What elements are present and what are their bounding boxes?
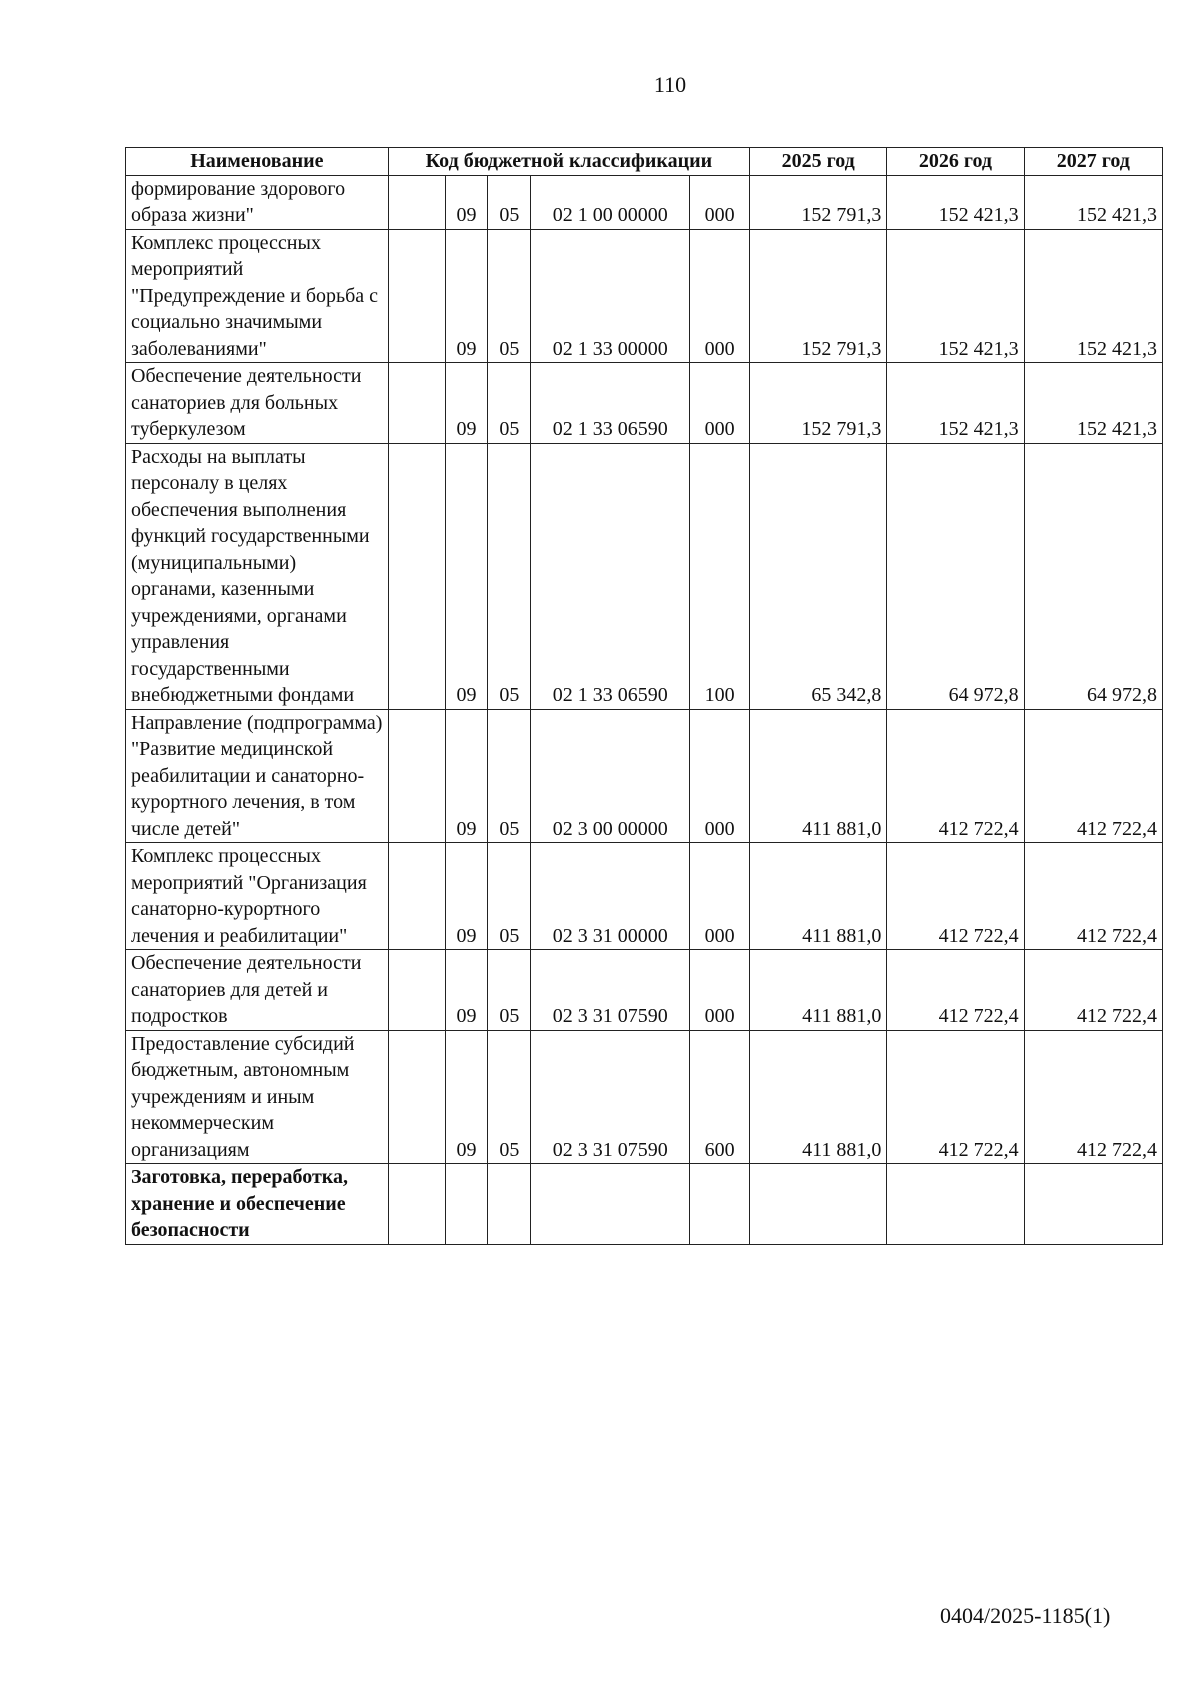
code-target: 02 3 00 00000 [531,709,690,843]
value-2025: 411 881,0 [750,843,887,950]
code-subsection: 05 [488,443,531,709]
document-code: 0404/2025-1185(1) [940,1603,1111,1628]
code-expense-type: 000 [690,950,750,1031]
code-subsection: 05 [488,1030,531,1164]
row-name: Обеспечение деятельности санаториев для больных туберкулезом [126,363,389,444]
section-heading: Заготовка, переработка, хранение и обеспечение безопасности [126,1164,389,1245]
code-section: 09 [445,443,488,709]
code-expense-type: 000 [690,709,750,843]
empty-code-cell [388,443,445,709]
page-number: 110 [653,72,687,97]
code-section: 09 [445,1030,488,1164]
value-2025 [750,1164,887,1245]
value-2027: 152 421,3 [1024,175,1162,229]
code-expense-type: 600 [690,1030,750,1164]
value-2026: 412 722,4 [887,1030,1024,1164]
row-name: Комплекс процессных мероприятий "Предупреждение и борьба с социально значимыми заболеваниями" [126,229,389,363]
code-expense-type: 000 [690,175,750,229]
code-section: 09 [445,843,488,950]
empty-code-cell [388,363,445,444]
code-subsection: 05 [488,175,531,229]
code-section: 09 [445,950,488,1031]
value-2027: 412 722,4 [1024,709,1162,843]
table-row [126,443,1163,709]
value-2026: 412 722,4 [887,843,1024,950]
value-2026: 412 722,4 [887,950,1024,1031]
header-2027: 2027 год [1024,148,1162,176]
value-2025: 152 791,3 [750,175,887,229]
code-expense-type: 000 [690,229,750,363]
code-target [531,1164,690,1245]
value-2025: 152 791,3 [750,363,887,444]
header-name: Наименование [126,148,389,176]
header-2026: 2026 год [887,148,1024,176]
table-row [126,363,1163,444]
value-2026 [887,1164,1024,1245]
row-name: формирование здорового образа жизни" [126,175,389,229]
code-target: 02 1 33 06590 [531,363,690,444]
header-row [126,148,1163,176]
value-2025: 65 342,8 [750,443,887,709]
value-2025: 411 881,0 [750,950,887,1031]
code-expense-type: 100 [690,443,750,709]
value-2027: 412 722,4 [1024,950,1162,1031]
code-expense-type [690,1164,750,1245]
value-2025: 411 881,0 [750,1030,887,1164]
code-subsection [488,1164,531,1245]
row-name: Комплекс процессных мероприятий "Организация санаторно-курортного лечения и реабилитации" [126,843,389,950]
budget-table [125,147,1163,1245]
empty-code-cell [388,950,445,1031]
value-2027: 152 421,3 [1024,363,1162,444]
empty-code-cell [388,1030,445,1164]
table-row [126,1164,1163,1245]
header-2025: 2025 год [750,148,887,176]
empty-code-cell [388,843,445,950]
value-2027: 412 722,4 [1024,1030,1162,1164]
code-subsection: 05 [488,950,531,1031]
code-section: 09 [445,709,488,843]
table-row [126,229,1163,363]
value-2026: 412 722,4 [887,709,1024,843]
code-section: 09 [445,229,488,363]
table-row [126,1030,1163,1164]
table-row [126,175,1163,229]
code-expense-type: 000 [690,363,750,444]
value-2027 [1024,1164,1162,1245]
value-2026: 152 421,3 [887,175,1024,229]
code-section: 09 [445,175,488,229]
table-row [126,950,1163,1031]
empty-code-cell [388,229,445,363]
code-target: 02 3 31 00000 [531,843,690,950]
value-2027: 152 421,3 [1024,229,1162,363]
code-section [445,1164,488,1245]
code-target: 02 1 00 00000 [531,175,690,229]
empty-code-cell [388,709,445,843]
table-row [126,709,1163,843]
row-name: Расходы на выплаты персоналу в целях обеспечения выполнения функций государственными (муниципальными) органами, казенными учреждениями, органами управления государственными внебюджетными фондами [126,443,389,709]
code-subsection: 05 [488,709,531,843]
value-2025: 411 881,0 [750,709,887,843]
row-name: Обеспечение деятельности санаториев для детей и подростков [126,950,389,1031]
code-subsection: 05 [488,843,531,950]
empty-code-cell [388,1164,445,1245]
value-2026: 152 421,3 [887,229,1024,363]
value-2026: 64 972,8 [887,443,1024,709]
code-section: 09 [445,363,488,444]
code-target: 02 1 33 00000 [531,229,690,363]
code-target: 02 3 31 07590 [531,950,690,1031]
code-subsection: 05 [488,363,531,444]
code-subsection: 05 [488,229,531,363]
code-target: 02 3 31 07590 [531,1030,690,1164]
code-target: 02 1 33 06590 [531,443,690,709]
code-expense-type: 000 [690,843,750,950]
empty-code-cell [388,175,445,229]
value-2027: 412 722,4 [1024,843,1162,950]
row-name: Предоставление субсидий бюджетным, автономным учреждениям и иным некоммерческим организациям [126,1030,389,1164]
row-name: Направление (подпрограмма) "Развитие медицинской реабилитации и санаторно-курортного лечения, в том числе детей" [126,709,389,843]
value-2026: 152 421,3 [887,363,1024,444]
value-2027: 64 972,8 [1024,443,1162,709]
value-2025: 152 791,3 [750,229,887,363]
header-code: Код бюджетной классификации [388,148,749,176]
table-row [126,843,1163,950]
